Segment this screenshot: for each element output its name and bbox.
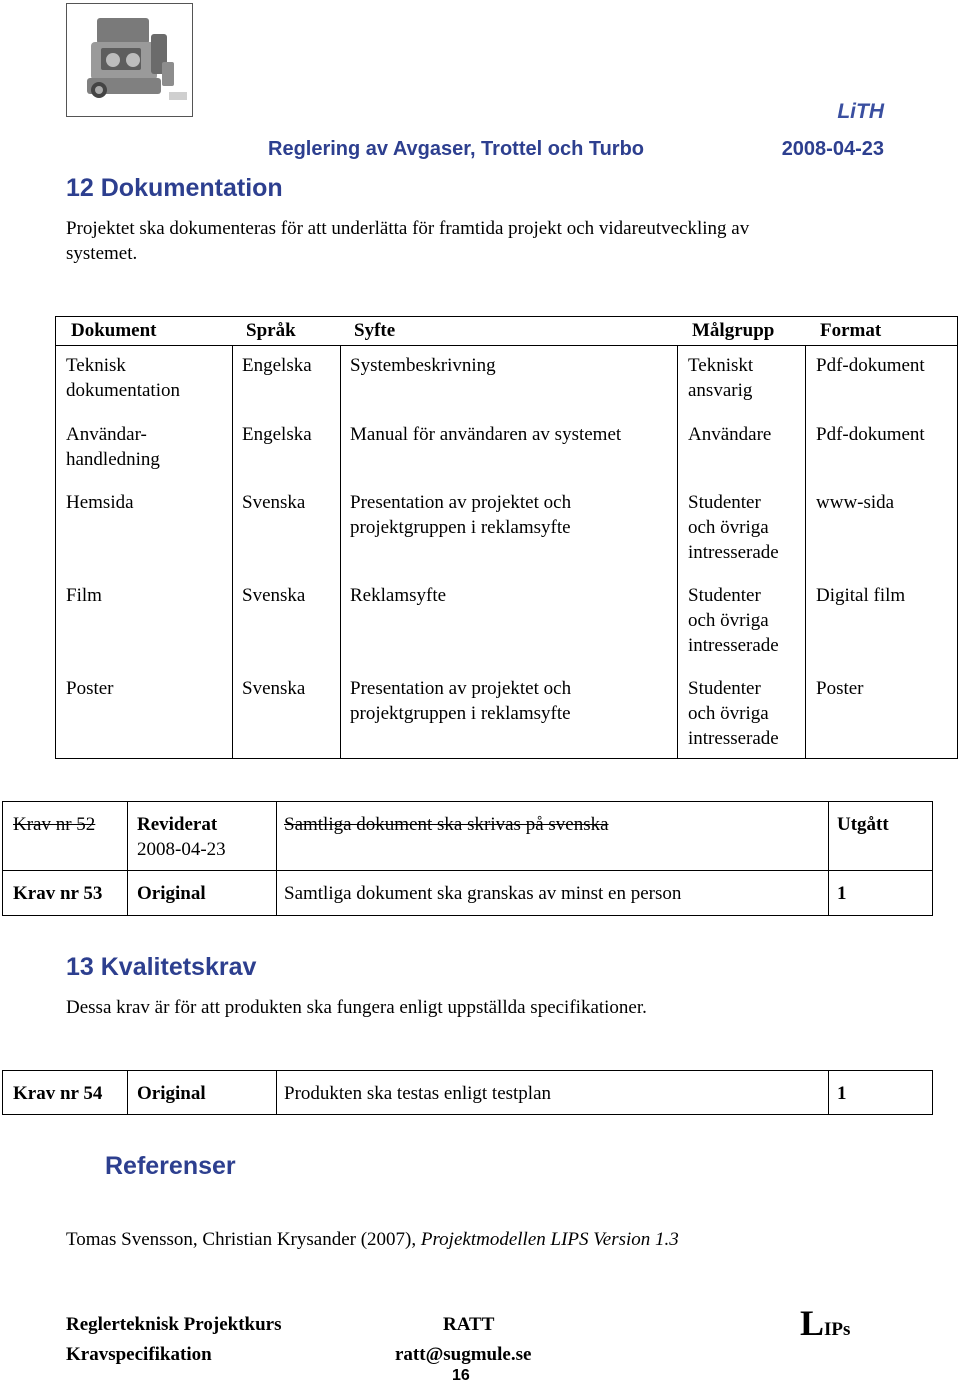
header-syfte: Syfte [354,320,396,341]
lith-logo-text: LiTH [837,100,884,123]
section13-intro: Dessa krav är för att produkten ska fungera enligt uppställda specifikationer. [66,997,647,1018]
table-row-2-dokument: Hemsida [66,492,134,513]
lips-logo-l: L [800,1303,825,1343]
table-row-1-format: Pdf-dokument [816,424,925,445]
footer-group: RATT [443,1314,495,1335]
table-row-4-syfte: Presentation av projektet och projektgruppen i reklamsyfte [350,678,572,724]
column-divider [276,1071,277,1114]
section-heading-referenser: Referenser [105,1152,236,1180]
engine-photo-icon [66,3,193,117]
column-divider [828,1071,829,1114]
table-row-3-malgrupp: Studenter och övriga intresserade [688,585,779,656]
column-divider [276,802,277,915]
krav-53-status: Original [137,883,206,904]
table-row-4-dokument: Poster [66,678,114,699]
document-date: 2008-04-23 [781,138,884,160]
section-intro-line1: Projektet ska dokumenteras för att underlätta för framtida projekt och vidareutveckling av [66,218,750,239]
table-row-1-malgrupp: Användare [688,424,772,445]
footer-email: ratt@sugmule.se [395,1344,532,1365]
table-row-0-dokument: Teknisk dokumentation [66,355,180,401]
header-sprak: Språk [246,320,296,341]
table-row-3-format: Digital film [816,585,906,606]
krav-52-text: Samtliga dokument ska skrivas på svenska [284,814,609,835]
column-divider [127,1071,128,1114]
krav-54-prio: 1 [837,1083,847,1104]
document-title: Reglering av Avgaser, Trottel och Turbo [268,138,645,160]
table-row-4-malgrupp: Studenter och övriga intresserade [688,678,779,749]
footer-spec: Kravspecifikation [66,1344,212,1365]
table-row-3-dokument: Film [66,585,102,606]
krav-54-text: Produkten ska testas enligt testplan [284,1083,552,1104]
krav-54-status: Original [137,1083,206,1104]
table-row-0-malgrupp: Tekniskt ansvarig [688,355,754,401]
reference-entry [66,1227,679,1252]
requirements-table-52-53 [2,801,933,916]
krav-53-prio: 1 [837,883,847,904]
table-row-3-sprak: Svenska [242,585,306,606]
table-row-0-sprak: Engelska [242,355,312,376]
table-row-1-syfte: Manual för användaren av systemet [350,424,622,445]
lips-logo-rest: IPs [824,1319,851,1340]
table-row-1-sprak: Engelska [242,424,312,445]
requirements-table-54 [2,1070,933,1115]
page-number: 16 [452,1367,470,1384]
krav-53-text: Samtliga dokument ska granskas av minst en person [284,883,682,904]
krav-52-status: Reviderat 2008-04-23 [137,814,226,860]
krav-52-prio: Utgått [837,814,889,835]
table-row-2-malgrupp: Studenter och övriga intresserade [688,492,779,563]
row-divider [3,870,932,871]
section-heading-dokumentation: 12 Dokumentation [66,174,283,202]
documentation-table [55,316,958,759]
table-row-0-syfte: Systembeskrivning [350,355,496,376]
section-heading-kvalitetskrav: 13 Kvalitetskrav [66,953,257,981]
table-row-4-sprak: Svenska [242,678,306,699]
column-divider [340,345,341,758]
column-divider [805,345,806,758]
footer-course: Reglerteknisk Projektkurs [66,1314,282,1335]
column-divider [127,802,128,915]
krav-52-nr: Krav nr 52 [13,814,96,835]
krav-53-nr: Krav nr 53 [13,883,103,904]
table-row-2-syfte: Presentation av projektet och projektgruppen i reklamsyfte [350,492,572,538]
header-malgrupp: Målgrupp [692,320,775,341]
column-divider [232,345,233,758]
table-row-1-dokument: Användar- handledning [66,424,160,470]
table-row-4-format: Poster [816,678,864,699]
table-row-2-sprak: Svenska [242,492,306,513]
table-row-3-syfte: Reklamsyfte [350,585,447,606]
column-divider [677,345,678,758]
section-intro-line2: systemet. [66,243,138,264]
header-dokument: Dokument [71,320,157,341]
header-format: Format [820,320,882,341]
reference-authors: Tomas Svensson, Christian Krysander (2007), [66,1229,421,1250]
reference-title: Projektmodellen LIPS Version 1.3 [420,1229,679,1250]
lips-logo [800,1302,850,1344]
krav-54-nr: Krav nr 54 [13,1083,103,1104]
table-row-0-format: Pdf-dokument [816,355,925,376]
table-row-2-format: www-sida [816,492,895,513]
column-divider [828,802,829,915]
